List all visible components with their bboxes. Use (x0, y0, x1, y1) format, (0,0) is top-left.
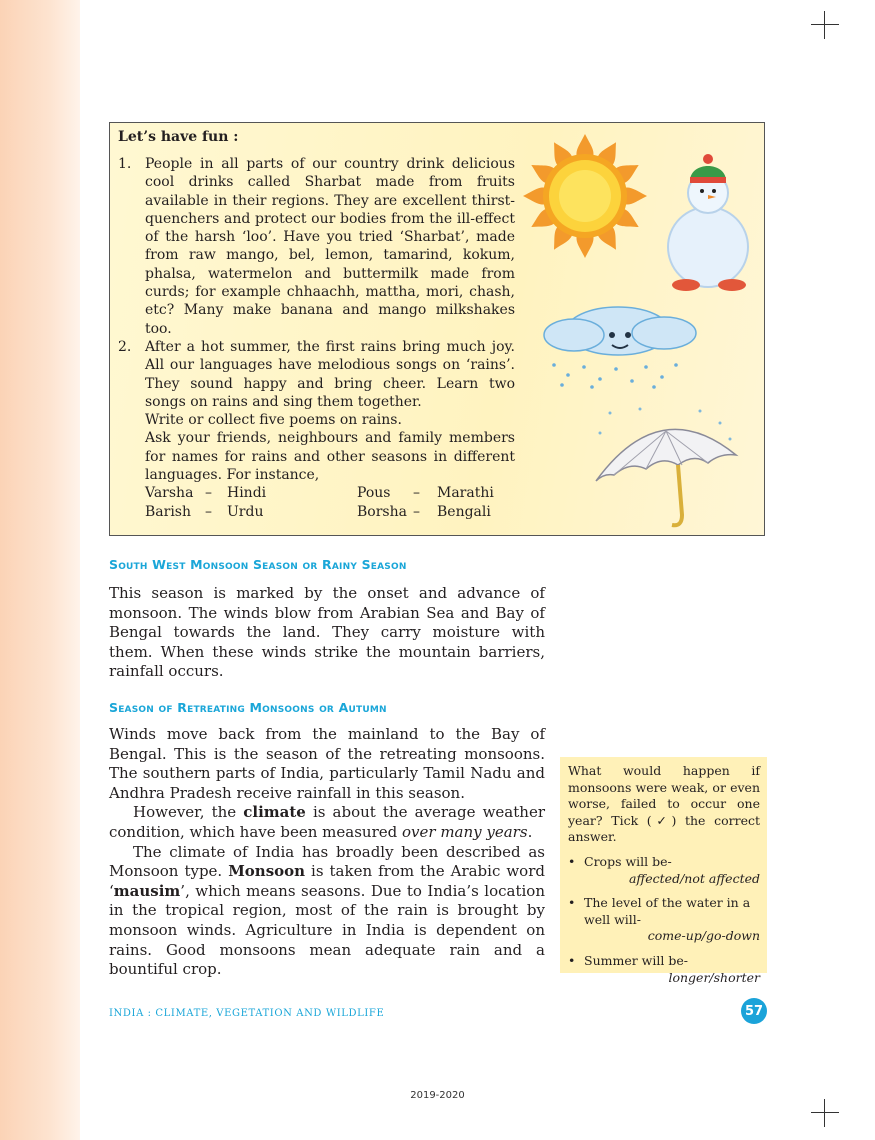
running-footer-title: INDIA : CLIMATE, VEGETATION AND WILDLIFE (109, 1008, 385, 1019)
fun-item-number: 2. (118, 339, 132, 355)
option-prompt: Summer will be- (584, 952, 688, 968)
language-name: Hindi (227, 485, 267, 501)
language-name: Bengali (437, 504, 491, 520)
climate-paragraph: However, the climate is about the average weather condition, which have been measured over many years. (109, 803, 545, 841)
side-question-box (560, 757, 767, 985)
monsoon-paragraph (109, 584, 545, 682)
language-name: Marathi (437, 485, 494, 501)
side-question: What would happen if monsoons were weak, or even worse, failed to occur one year? Tick (✓) the correct answer. (568, 763, 760, 845)
dash: – (205, 485, 212, 501)
fun-item-number: 1. (118, 156, 132, 172)
answer-option (568, 953, 760, 986)
fun-item-text: After a hot summer, the first rains bring much joy. All our languages have melodious songs on ‘rains’. They sound happy and bring cheer. Learn two songs on rains and sing them together. (145, 339, 515, 410)
paragraph-text: This season is marked by the onset and advance of monsoon. The winds blow from Arabian Sea and Bay of Bengal towards the land. They carry moisture with them. When these winds strike the mountain barriers, rainfall occurs. (109, 584, 545, 681)
rain-word: Pous (357, 485, 391, 501)
term-climate: climate (243, 803, 306, 822)
dash: – (413, 504, 420, 520)
option-choices: affected/not affected (628, 870, 760, 886)
section-heading-monsoon: South West Monsoon Season or Rainy Season (109, 557, 407, 572)
option-choices: come-up/go-down (647, 928, 760, 944)
fun-box-title: Let’s have fun : (118, 129, 239, 145)
edition-year: 2019-2020 (410, 1090, 465, 1101)
crop-mark-icon (811, 1099, 839, 1127)
rain-word: Varsha (145, 485, 194, 501)
retreating-paragraphs (109, 725, 545, 980)
rain-cloud-icon (534, 295, 702, 389)
bullet-icon: • (568, 895, 576, 911)
fun-item-text: People in all parts of our country drink delicious cool drinks called Sharbat made from fruits available in their regions. They are excellent thirst-quenchers and protect our bodies from the ill-effect of the harsh ‘loo’. Have you tried ‘Sharbat’, made from raw mango, bel, lemon, tamarind, kokum, phalsa, watermelon and buttermilk made from curds; for example chhaachh, mattha, mori, chash, etc? Many make banana and mango milkshakes too. (145, 156, 515, 337)
rain-word: Borsha (357, 504, 407, 520)
dash: – (205, 504, 212, 520)
sun-icon (522, 133, 648, 259)
term-monsoon: Monsoon (228, 862, 306, 881)
option-prompt: Crops will be- (584, 853, 672, 869)
snowman-icon (660, 147, 756, 293)
option-choices: longer/shorter (668, 969, 760, 985)
umbrella-icon (590, 403, 740, 533)
bullet-icon: • (568, 853, 576, 869)
rain-word: Barish (145, 504, 192, 520)
section-heading-retreating: Season of Retreating Monsoons or Autumn (109, 700, 387, 715)
dash: – (413, 485, 420, 501)
language-entry (145, 485, 266, 501)
bullet-icon: • (568, 952, 576, 968)
fun-item-text: Write or collect five poems on rains. (145, 412, 402, 429)
fun-item-text: Ask your friends, neighbours and family members for names for rains and other seasons in different languages. For instance, (145, 430, 515, 484)
language-entry (357, 504, 491, 520)
monsoon-type-paragraph: The climate of India has broadly been described as Monsoon type. Monsoon is taken from the Arabic word ‘mausim’, which means seasons. Due to India’s location in the tropical region, most of the rain is brought by monsoon winds. Agriculture in India is dependent on rains. Good monsoons mean adequate rain and a bountiful crop. (109, 842, 545, 979)
answer-option (568, 854, 760, 887)
crop-mark-icon (811, 11, 839, 39)
language-entry (145, 504, 263, 520)
answer-option (568, 895, 760, 945)
page-margin-strip (0, 0, 80, 1140)
lets-have-fun-box (109, 122, 765, 536)
paragraph-text: Winds move back from the mainland to the Bay of Bengal. This is the season of the retreating monsoons. The southern parts of India, particularly Tamil Nadu and Andhra Pradesh receive rainfall in this season. (109, 725, 545, 802)
term-mausim: mausim (113, 881, 181, 900)
option-prompt: The level of the water in a well will- (584, 895, 751, 927)
language-name: Urdu (227, 504, 264, 520)
page-number-badge: 57 (741, 998, 767, 1024)
language-entry (357, 485, 494, 501)
